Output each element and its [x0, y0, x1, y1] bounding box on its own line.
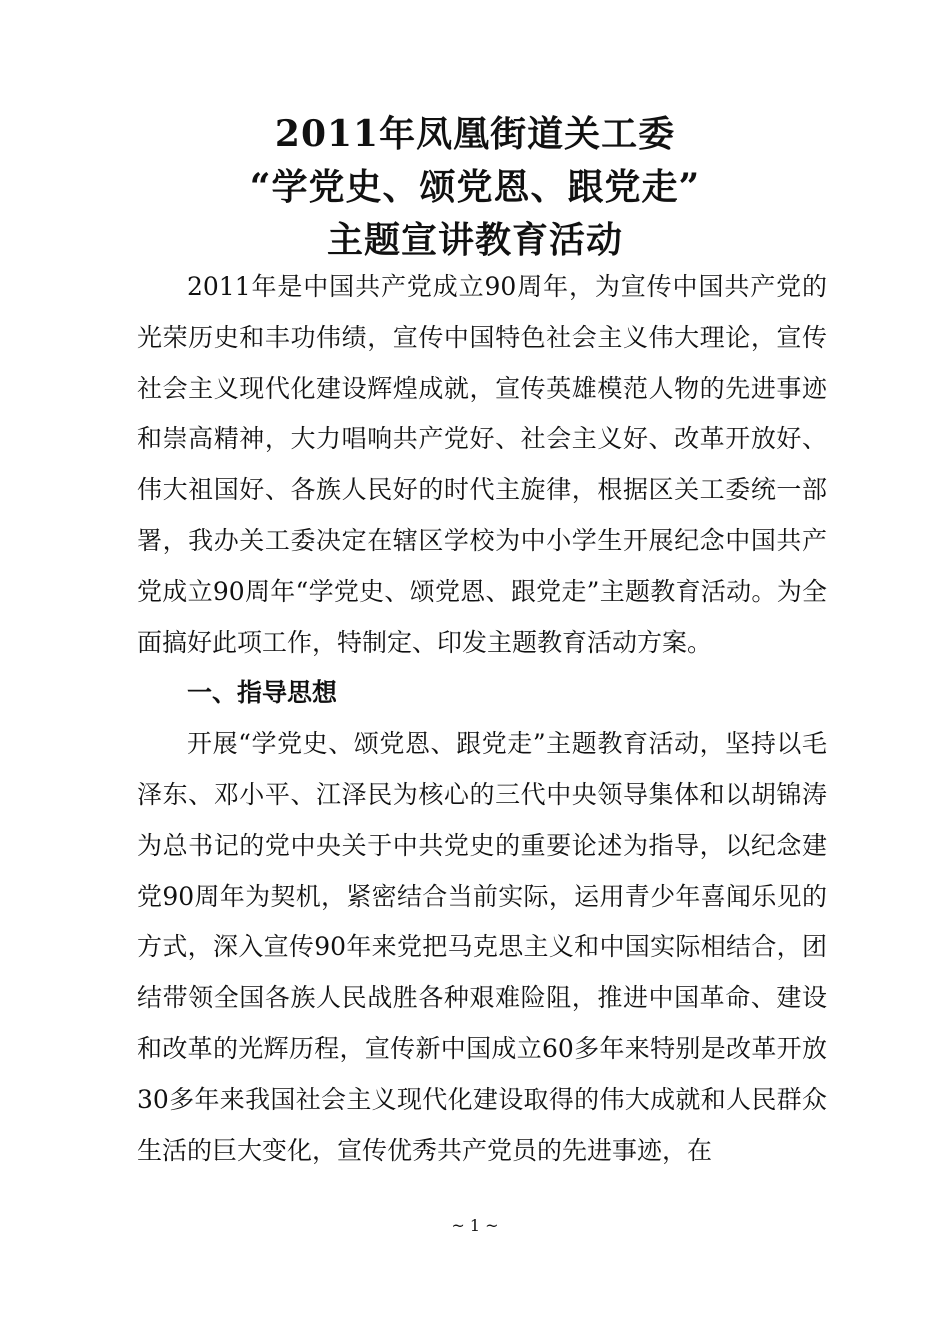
title-line-2: “学党史、颂党恩、跟党走” — [249, 166, 701, 208]
intro-paragraph: 2011年是中国共产党成立90周年，为宣传中国共产党的光荣历史和丰功伟绩，宣传中国特色社会主义伟大理论，宣传社会主义现代化建设辉煌成就，宣传英雄模范人物的先进事迹和崇高精神，大力唱响共产党好、社会主义好、改革开放好、伟大祖国好、各族人民好的时代主旋律，根据区关工委统一部署，我办关工委决定在辖区学校为中小学生开展纪念中国共产党成立90周年“学党史、颂党恩、跟党走”主题教育活动。为全面搞好此项工作，特制定、印发主题教育活动方案。 — [137, 272, 827, 657]
section-heading-guiding-ideology: 一、指导思想 — [187, 678, 338, 708]
page-number: ~ 1 ~ — [451, 1216, 499, 1235]
title-line-3: 主题宣讲教育活动 — [326, 219, 623, 261]
document-body — [137, 262, 827, 1176]
guiding-ideology-paragraph: 开展“学党史、颂党恩、跟党走”主题教育活动，坚持以毛泽东、邓小平、江泽民为核心的三代中央领导集体和以胡锦涛为总书记的党中央关于中共党史的重要论述为指导，以纪念建党90周年为契机，紧密结合当前实际，运用青少年喜闻乐见的方式，深入宣传90年来党把马克思主义和中国实际相结合，团结带领全国各族人民战胜各种艰难险阻，推进中国革命、建设和改革的光辉历程，宣传新中国成立60多年来特别是改革开放30多年来我国社会主义现代化建设取得的伟大成就和人民群众生活的巨大变化，宣传优秀共产党员的先进事迹，在 — [137, 729, 827, 1165]
document-title — [0, 108, 950, 267]
title-line-1: 2011年凤凰街道关工委 — [274, 113, 676, 155]
